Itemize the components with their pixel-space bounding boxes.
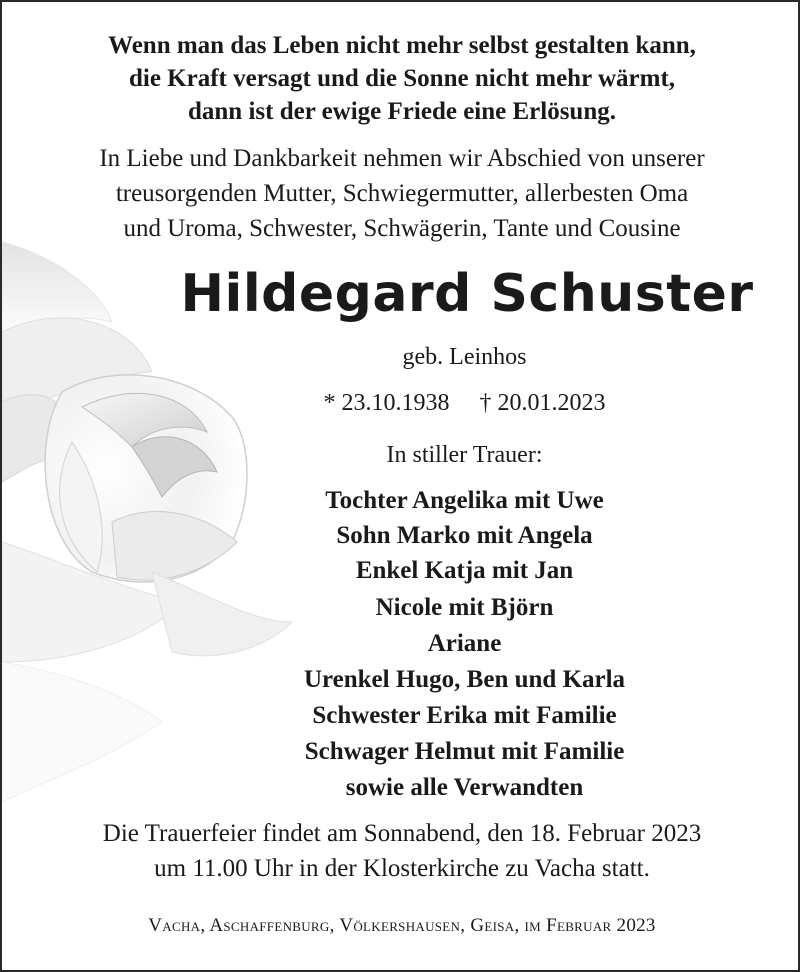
- death-date: † 20.01.2023: [479, 390, 606, 416]
- deceased-name: Hildegard Schuster: [180, 264, 754, 324]
- mourner-line: Sohn Marko mit Angela: [336, 522, 593, 549]
- mourner-line: Tochter Angelika mit Uwe: [325, 487, 604, 514]
- maiden-name: geb. Leinhos: [402, 344, 527, 370]
- mourner-line: Ariane: [427, 630, 502, 657]
- life-dates: [302, 390, 627, 417]
- funeral-info-line: Die Trauerfeier findet am Sonnabend, den 18. Februar 2023: [102, 820, 702, 847]
- mourner-line: sowie alle Verwandten: [345, 774, 584, 801]
- intro-line: In Liebe und Dankbarkeit nehmen wir Abschied von unserer: [99, 145, 705, 172]
- mourner-line: Schwager Helmut mit Familie: [304, 738, 625, 765]
- obituary-text: [2, 2, 800, 972]
- mourner-line: Urenkel Hugo, Ben und Karla: [303, 666, 626, 693]
- birth-date: * 23.10.1938: [323, 390, 450, 416]
- mourner-line: Nicole mit Björn: [375, 594, 554, 621]
- motto-line: die Kraft versagt und die Sonne nicht mehr wärmt,: [128, 65, 676, 92]
- mourning-heading: In stiller Trauer:: [386, 442, 543, 468]
- funeral-info-line: um 11.00 Uhr in der Klosterkirche zu Vacha statt.: [154, 855, 650, 882]
- mourner-line: Enkel Katja mit Jan: [355, 557, 574, 584]
- motto-line: dann ist der ewige Friede eine Erlösung.: [187, 98, 616, 125]
- mourner-line: Schwester Erika mit Familie: [312, 702, 617, 729]
- motto-line: Wenn man das Leben nicht mehr selbst gestalten kann,: [108, 32, 696, 59]
- intro-line: treusorgenden Mutter, Schwiegermutter, allerbesten Oma: [115, 180, 689, 207]
- places-and-date: Vacha, Aschaffenburg, Völkershausen, Geisa, im Februar 2023: [148, 915, 656, 936]
- intro-line: und Uroma, Schwester, Schwägerin, Tante und Cousine: [123, 215, 681, 242]
